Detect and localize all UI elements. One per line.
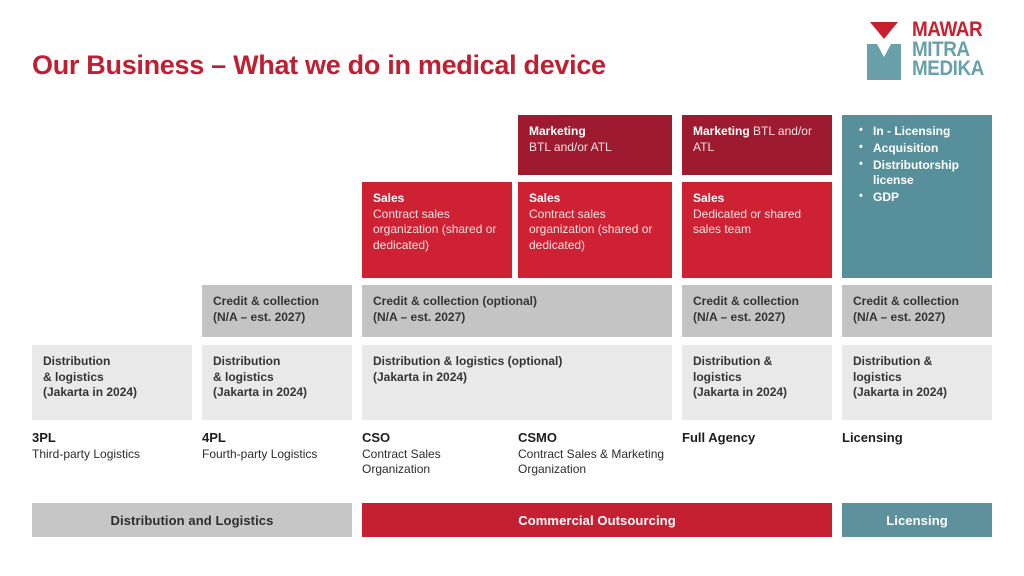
distribution-line: & logistics (43, 369, 104, 384)
credit-line: (N/A – est. 2027) (373, 309, 466, 324)
distribution-line: (Jakarta in 2024) (213, 385, 308, 400)
column-full-name: Contract Sales Organization (362, 446, 441, 477)
distribution-line: Distribution & (853, 354, 933, 368)
distribution-line: (Jakarta in 2024) (43, 385, 138, 400)
sales-heading: Sales (693, 191, 725, 205)
distribution-box-full-agency (682, 345, 832, 420)
sales-box-full-agency (682, 182, 832, 278)
logo-wordmark (912, 20, 984, 79)
column-label-full-agency (682, 430, 832, 447)
sales-body: Contract sales organization (shared or dedicated) (529, 206, 653, 252)
distribution-box-licensing (842, 345, 992, 420)
licensing-bullet: • Acquisition (859, 141, 981, 156)
credit-line: (N/A – est. 2027) (693, 309, 786, 324)
column-full-name: Contract Sales & Marketing Organization (518, 446, 665, 477)
distribution-box-3pl (32, 345, 192, 420)
column-full-name: Third-party Logistics (32, 446, 141, 461)
marketing-heading: Marketing (693, 124, 750, 138)
distribution-line: logistics (693, 369, 742, 384)
column-label-4pl (202, 430, 352, 462)
logo-word-mitra: MITRA (912, 37, 970, 61)
licensing-bullet: • GDP (859, 190, 981, 205)
distribution-line: logistics (853, 369, 902, 384)
sales-body: Contract sales organization (shared or dedicated) (373, 206, 497, 252)
distribution-box-4pl (202, 345, 352, 420)
licensing-bullet-list (853, 124, 981, 205)
marketing-heading: Marketing (529, 124, 586, 138)
marketing-body: BTL and/or ATL (693, 124, 812, 154)
column-abbr: Licensing (842, 430, 903, 445)
distribution-line: Distribution (213, 354, 281, 368)
sales-heading: Sales (373, 191, 405, 205)
column-label-cso (362, 430, 512, 478)
credit-line: (N/A – est. 2027) (213, 309, 306, 324)
credit-box-4pl (202, 285, 352, 337)
banner-commercial-outsourcing: Commercial Outsourcing (362, 503, 832, 537)
distribution-line: & logistics (213, 369, 274, 384)
marketing-box-full-agency (682, 115, 832, 175)
marketing-body: BTL and/or ATL (529, 139, 612, 154)
distribution-line: (Jakarta in 2024) (853, 385, 948, 400)
distribution-line: Distribution & logistics (optional) (373, 354, 563, 368)
credit-line: Credit & collection (693, 294, 800, 308)
credit-line: (N/A – est. 2027) (853, 309, 946, 324)
column-abbr: 3PL (32, 430, 56, 445)
distribution-line: (Jakarta in 2024) (373, 369, 468, 384)
licensing-bullet: • Distributorship license (859, 158, 981, 188)
credit-line: Credit & collection (optional) (373, 294, 537, 308)
column-label-3pl (32, 430, 192, 462)
credit-line: Credit & collection (213, 294, 320, 308)
column-abbr: CSO (362, 430, 391, 445)
column-full-name: Fourth-party Logistics (202, 446, 318, 461)
column-abbr: 4PL (202, 430, 226, 445)
logo-mark-icon (864, 20, 904, 82)
sales-heading: Sales (529, 191, 561, 205)
sales-body: Dedicated or shared sales team (693, 206, 802, 237)
page-title: Our Business – What we do in medical device (32, 50, 606, 80)
column-abbr: Full Agency (682, 430, 756, 445)
credit-box-cso-csmo (362, 285, 672, 337)
column-label-licensing (842, 430, 992, 447)
logo-word-medika: MEDIKA (912, 57, 985, 81)
column-label-csmo (518, 430, 672, 478)
logo-word-mawar: MAWAR (912, 18, 983, 41)
distribution-line: (Jakarta in 2024) (693, 385, 788, 400)
licensing-bullet: • In - Licensing (859, 124, 981, 139)
distribution-line: Distribution (43, 354, 111, 368)
distribution-box-cso-csmo (362, 345, 672, 420)
column-abbr: CSMO (518, 430, 557, 445)
banner-licensing: Licensing (842, 503, 992, 537)
credit-box-licensing (842, 285, 992, 337)
sales-box-cso (362, 182, 512, 278)
licensing-panel (842, 115, 992, 278)
credit-line: Credit & collection (853, 294, 960, 308)
credit-box-full-agency (682, 285, 832, 337)
company-logo (864, 20, 992, 82)
marketing-box-csmo (518, 115, 672, 175)
sales-box-csmo (518, 182, 672, 278)
banner-distribution-and-logistics: Distribution and Logistics (32, 503, 352, 537)
distribution-line: Distribution & (693, 354, 773, 368)
